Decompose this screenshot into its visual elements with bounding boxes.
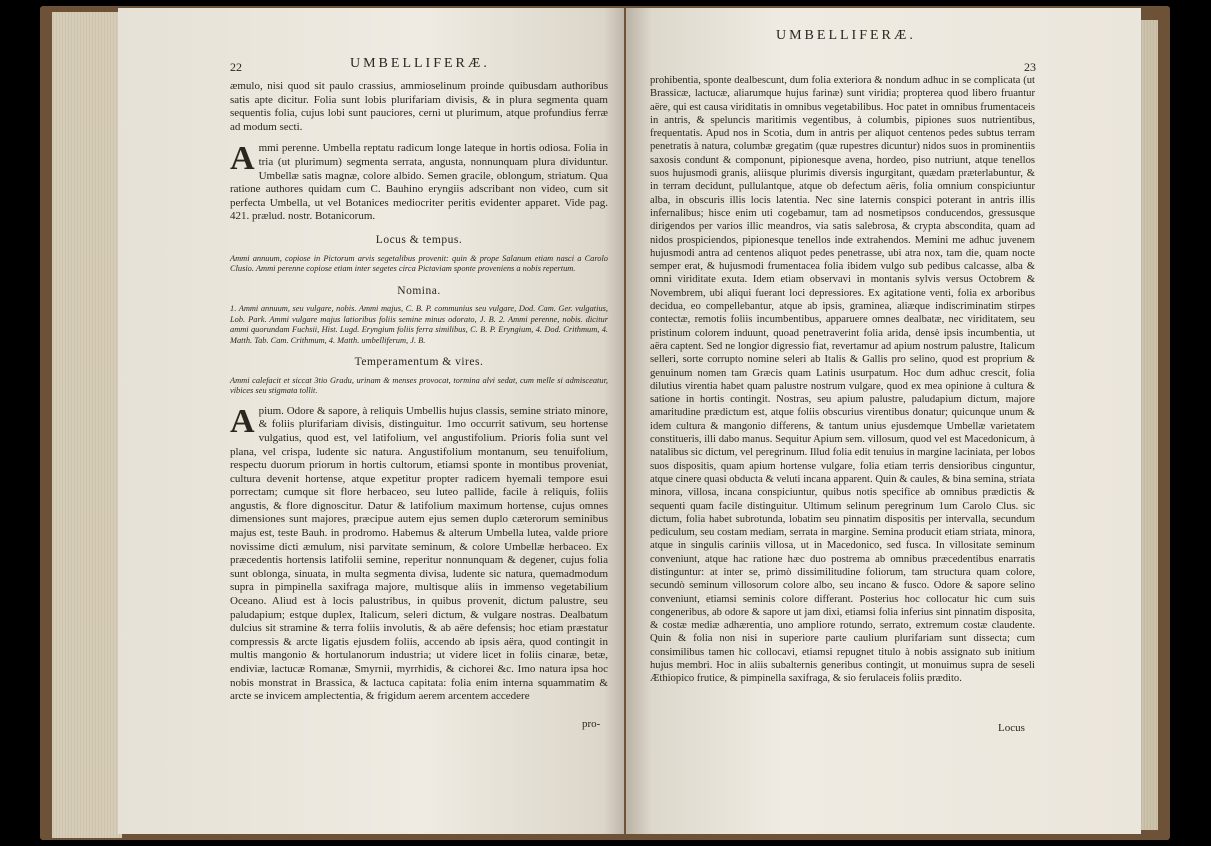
drop-cap: A: [230, 140, 255, 178]
ammi-paragraph: [230, 142, 608, 224]
page-number: 23: [1024, 60, 1036, 74]
drop-cap: A: [230, 402, 255, 440]
left-page: [118, 8, 624, 834]
right-page: [626, 8, 1141, 834]
catchword: pro-: [582, 718, 601, 730]
locus-text: Ammi annuum, copiose in Pictorum arvis segetalibus provenit: quin & prope Salanum etiam nasci a Carolo Clusio. Ammi perenne copiose etiam inter segetes circa Pictaviam sponte proveniens a nobis repertum.: [230, 253, 608, 274]
apium-text: pium. Odore & sapore, à reliquis Umbellis hujus classis, semine striato minore, & foliis plurifariam divisis, distinguitur. 1mo occurrit sativum, seu hortense vulgatius, quod est, vel latifolium, vel angustifolium. Prioris folia sunt vel plana, vel crispa, ludente sic natura. Angustifolium montanum, seu tenuifolium, respectu duorum priorum in hortis cultorum, etiamsi sponte in montibus proveniat, cultura devenit hortense, atque expetitur propter radicem hyemali tempore esui porrectam; cumque sit flore herbaceo, seu luteo pallide, facile à reliquis, foliis angustis, & flore dignoscitur. Datur & latifolium maximum hortense, cujus omnes dimensiones sunt majores, præcipue autem ejus semen duplo cæterorum seminibus majus est, teste Bauh. in prodromo. Habemus & alterum Umbella lutea, valde priore novissime dicti æmulum, nisi parvitate seminum, & colore Umbellæ herbaceo. Ex præcedentis hortensis latifolii semine, reperitur nonnunquam & degener, cujus folia sunt oblonga, sinuata, in multa segmenta divisa, ludente sic natura, quemadmodum supra in pimpinella saxifraga majore, multisque aliis in immenso vegetabilium Oceano. Aliud est à locis palustribus, in quibus provenit, dictum palustre, seu paludapium; estque duplex, Italicum, seleri dictum, & vulgare nostras. Dealbatum dulcius sit stramine & terra foliis involutis, & ab aëre defensis; hoc etiam præstatur compressis & arcte ligatis ejusdem foliis, accendo ab ipsis aëra, quod contingit in multis mangonio & hortulanorum industria; ut videre licet in foliis cinaræ, betæ, endiviæ, lactucæ Romanæ, Smyrnii, myrrhidis, & cichorei &c. Imo natura ipsa hoc nobis monstrat in Brassica, & lactuca capitata: folia enim interna squammatim & arcte se invicem amplectentia, & frigidum aerem arcentem accedere: [230, 404, 608, 703]
page-number: 22: [230, 60, 242, 74]
heading-nomina: Nomina.: [397, 284, 441, 297]
heading-locus: Locus & tempus.: [375, 233, 463, 246]
right-body-text: prohibentia, sponte dealbescunt, dum folia exteriora & nondum adhuc in se complicata (ut Brassicæ, lactucæ, aliarumque hujus farinæ) sunt viridia; propterea quod libero fruantur aëre, qui est causa viriditatis in omnibus vegetabilibus. Hoc patet in omnibus frumentaceis in antris, & speluncis maritimis vegentibus, à columbis, pipiones suos nutrientibus, frequentatis. Apud nos in Scotia, dum in antris per aliquot centenos pedes subtus terram penetratis à natura, columbæ gregatim (quæ rupestres dicuntur) nidos suos in prominentiis saxosis condunt & componunt, pipionesque avena, hordeo, piso nutriunt, atque tenellos suos hujusmodi granis, aliisque plurimis diversis ingurgitant, quædam præterlabuntur, & in terram decidunt, pullulantque, atque ob defectum aëris, folia omnium conspiciuntur alba, in obscuris illis locis latentia. Nec sine laternis conspici poterant in antris illis infernalibus; hisce enim uti cogebamur, tam ad nosmetipsos conducendos, gressusque dirigendos per varios illic meandros, via satis salebrosa, & crypta abscondita, quam ad nidos prospiciendos, pipionesque tenellos inde extrahendos. Memini me adhuc juvenem hujusmodi antra ad centenos aliquot pedes penetrasse, ubi atra nox, tam die, quam nocte semper erat, & hujusmodi frumentacea folia ibidem vulgo sub pedibus calcasse, alba & omni viriditate exuta. Idem etiam observavi in montanis sylvis versus Octobrem & Novembrem, ubi aliqui fuerant loci depressiores. Ex agitatione venti, folia ex arboribus decidua, eo compellebantur, atque ab ipsis, graminea, aliæque indiscriminatim stirpes contectæ, remotis foliis incumbentibus, apparuere omnes dealbatæ, nec viriditatem, seu pristinum colorem induunt, quoad penetraverint folia arida, densè ipsis incumbentia, ut aëra captent. Sed ne longior digressio fiat, revertamur ad apium nostrum palustre, Italicum selleri, sorte corrupto nomine seleri ab Italis & Gallis pro selino, quod est proprium & genuinum nomen tam Græcis quam Latinis usurpatum. Hoc dum adhuc crescit, folia dilutius virentia habet quam palustre nostrum vulgare, quod ex mea opinione à cultura & satione in hortis contingit. Nostras, seu apium palustre, paludapium dictum, majore amaritudine prædictum est, atque foliis obscurius virentibus donatur; quicunque unum & idem cultura & mangonio differens, & tantum unius ejusdemque Umbellæ varietatem constitueris, illi dabo manus. Sequitur Apium sem. villosum, quod vel est Macedonicum, à natalibus sic dictum, vel peregrinum. Illud folia edit tenuius in margine laciniata, per lobos suos dispositis, quam apium hortense vulgare, folia etiam terris densioribus cinguntur, atque cinere quasi obducta & veluti incana apparent. Quin & caules, & bina semina, striata minora, villosa, incana conspiciuntur, quibus notis specifice ab omnibus prædictis & sequenti quam facile distinguitur. Ultimum selinum peregrinum 1um Carolo Clus. sic dictum, folia habet subrotunda, lobatim seu pinnatim dispositis per intervalla, secundum pediculum, seu costam mediam, serrata in margine. Semina producit etiam striata, minora, atque in singulis cariniis villosa, ut in Macedonico, sed fusca. In villositate seminum conveniunt, atque hac ratione hæc duo postrema ab omnibus præcedentibus enarratis distinguntur: at inter se, primò dissimilitudine foliorum, tam structura quam colore, secundò seminum villosorum colore albo, seu incano & fusco. Odore & sapore selino conveniunt, etiamsi seminis colore differant. Posterius hoc collocatur hic cum suis congeneribus, ab odore & sapore ut jam dixi, etiamsi folia inferius sint pinnatim disposita, & costæ mediæ adhærentia, uno ampliore rotundo, serrato, extremum costæ claudente. Quin & folia non nisi in superiore parte caulium plurifariam sunt dissecta; cum consimilibus tamen hic collocavi, etiamsi repugnet titulo à nobis assignato sub initium hujus membri. Hoc in aliis subalternis generibus contingit, ut monuimus supra de seseli Æthiopico frutice, & pimpinella saxifraga, & sio ferulaceis foliis prædito.: [650, 75, 1035, 685]
apium-paragraph: [230, 402, 608, 704]
catchword: Locus: [998, 722, 1025, 734]
intro-paragraph: æmulo, nisi quod sit paulo crassius, ammioselinum proinde quibusdam authoribus satis apte dicitur. Folia sunt lobis plurifariam divisis, & in plura segmenta quam sequentis folia, cujus lobi sunt pauciores, cerni ut plurimum, atque profundius ferræ ad modum secti.: [230, 80, 608, 133]
nomina-text: 1. Ammi annuum, seu vulgare, nobis. Ammi majus, C. B. P. communius seu vulgare, Dod. Cam. Ger. vulgatius, Lob. Park. Ammi vulgare majus latioribus foliis semine minus odorato, J. B. 2. Ammi perenne, nobis. dicitur ammi quorundam Fuchsii, Hist. Lugd. Eryngium foliis ferra similibus, C. B. P. Eryngium, 4. Dod. Crithmum, 4. Matth. Tab. Cam. Crithmum, 4. Matth. umbelliferum, J. B.: [230, 304, 608, 345]
ammi-text: mmi perenne. Umbella reptatu radicum longe lateque in hortis odiosa. Folia in tria (ut plurimum) segmenta serrata, angusta, nonnunquam plura dividuntur. Umbellæ satis magnæ, colore albido. Semen gracile, oblongum, striatum. Qua ratione authores quidam cum C. Bauhino eryngiis adscribant non video, cum sit perfecta Umbella, ut vel Botanices mediocriter peritis evidenter apparet. Vide pag. 421. prælud. nostr. Botanicorum.: [230, 142, 608, 223]
right-text-column: [650, 74, 1035, 686]
running-head: UMBELLIFERÆ.: [350, 56, 490, 71]
running-head: UMBELLIFERÆ.: [776, 28, 916, 43]
heading-temperamentum: Temperamentum & vires.: [354, 356, 484, 369]
left-text-column: [230, 80, 608, 704]
page-edges-right: [1140, 20, 1158, 830]
page-edges-left: [52, 12, 122, 838]
temperamentum-text: Ammi calefacit et siccat 3tio Gradu, urinam & menses provocat, tormina alvi sedat, cum melle si admisceatur, vibices seu stigmata tollit.: [230, 375, 608, 396]
